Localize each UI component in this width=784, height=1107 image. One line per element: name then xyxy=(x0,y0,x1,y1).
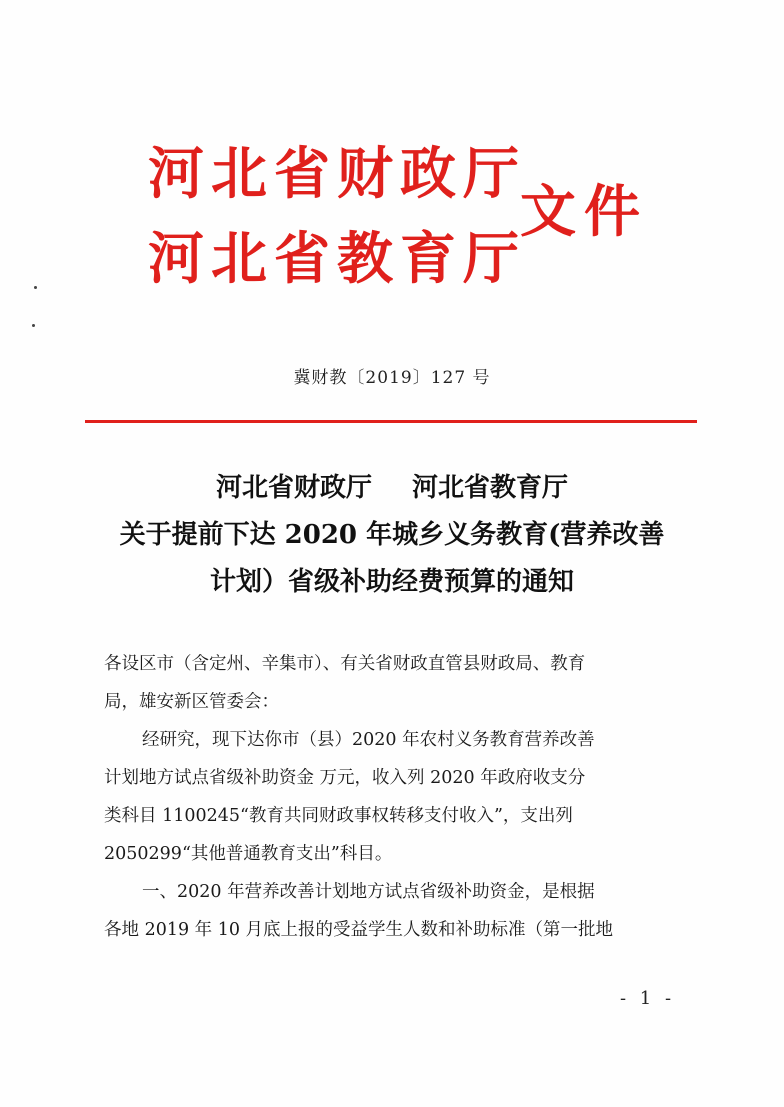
title-line-1 xyxy=(0,466,784,510)
addressee-line-1: 各设区市（含定州、辛集市）、有关省财政直管县财政局、教育 xyxy=(104,654,586,674)
red-masthead xyxy=(0,0,784,330)
issuer-education-dept: 河北省教育厅 xyxy=(148,227,526,292)
issuer-finance-dept: 河北省财政厅 xyxy=(148,142,526,207)
paragraph-1-line-4: 2050299“其他普通教育支出”科目。 xyxy=(104,844,393,864)
paragraph-1-line-3: 类科目 1100245“教育共同财政事权转移支付收入”，支出列 xyxy=(104,806,573,826)
page-number: - 1 - xyxy=(620,988,676,1009)
doc-type-label: 文件 xyxy=(520,180,648,245)
red-separator-line xyxy=(85,420,697,423)
paragraph-2-line-2: 各地 2019 年 10 月底上报的受益学生人数和补助标准（第一批地 xyxy=(104,920,614,940)
paragraph-1-line-2: 计划地方试点省级补助资金 万元，收入列 2020 年政府收支分 xyxy=(104,768,586,788)
title-issuer-2: 河北省教育厅 xyxy=(412,473,569,503)
title-issuer-1: 河北省财政厅 xyxy=(215,473,372,503)
addressee-line-2: 局，雄安新区管委会： xyxy=(104,692,279,712)
title-line-3: 计划）省级补助经费预算的通知 xyxy=(209,567,574,597)
paragraph-1-line-1: 经研究，现下达你市（县）2020 年农村义务教育营养改善 xyxy=(142,730,595,750)
paragraph-2-line-1: 一、2020 年营养改善计划地方试点省级补助资金，是根据 xyxy=(142,882,595,902)
title-line-2: 关于提前下达 2020 年城乡义务教育(营养改善 xyxy=(119,520,665,550)
document-number: 冀财教〔2019〕127 号 xyxy=(293,368,491,388)
